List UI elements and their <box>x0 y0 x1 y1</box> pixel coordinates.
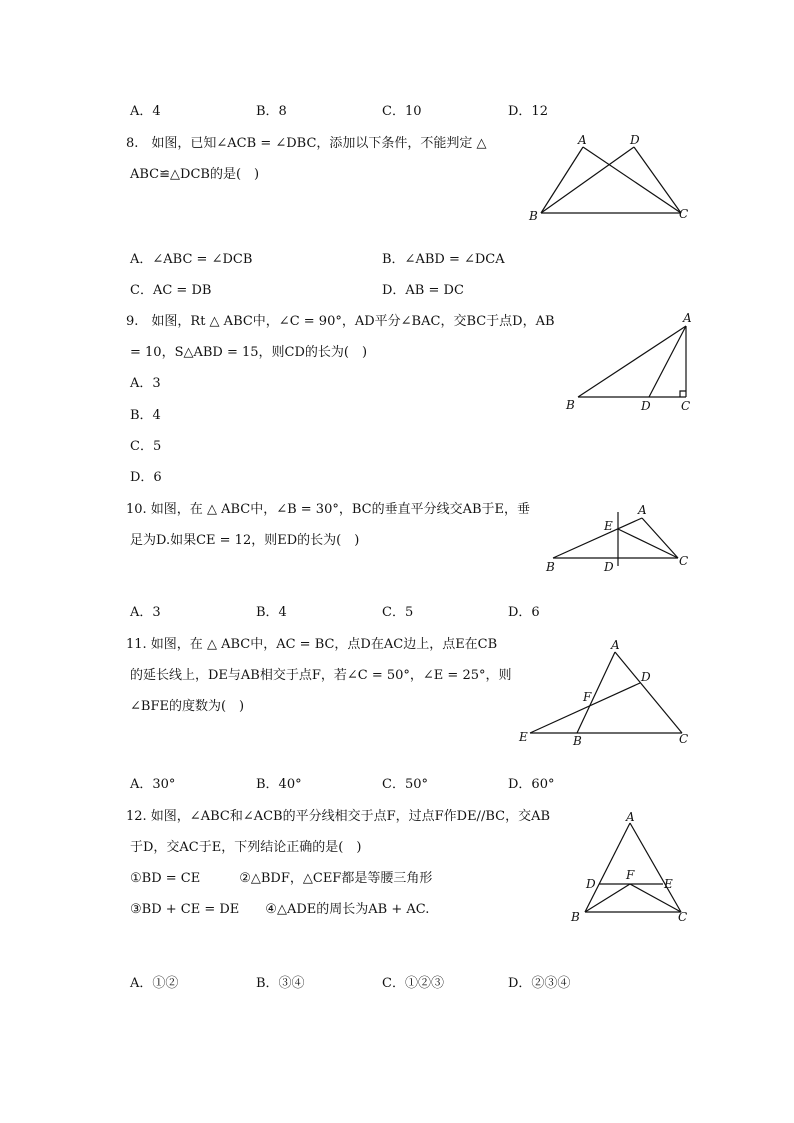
q8-label-b: B <box>529 209 538 223</box>
q11-figure <box>510 635 700 750</box>
q8-option-d: D．AB = DC <box>382 283 464 298</box>
q9-option-a: A．3 <box>130 376 161 391</box>
q12-label-b: B <box>571 910 580 924</box>
q10-figure <box>540 500 700 580</box>
q10-label-d: D <box>604 560 614 574</box>
q10-option-d: D．6 <box>508 605 540 620</box>
q11-option-d: D．60° <box>508 777 555 792</box>
q9-label-d: D <box>641 399 651 413</box>
q12-statement-1-2: ①BD = CE ②△BDF，△CEF都是等腰三角形 <box>130 871 433 886</box>
q9-label-c: C <box>681 399 691 413</box>
q10-label-b: B <box>546 560 555 574</box>
q9-label-a: A <box>683 311 692 325</box>
q8-label-a: A <box>578 133 587 147</box>
q12-stem-line-2: 于D，交AC于E，下列结论正确的是( ) <box>130 840 362 855</box>
q10-label-e: E <box>604 519 613 533</box>
q12-stem-line-1: 12. 如图，∠ABC和∠ACB的平分线相交于点F，过点F作DE//BC，交AB <box>126 809 551 824</box>
q11-option-a: A．30° <box>130 777 176 792</box>
q12-statement-3-4: ③BD + CE = DE ④△ADE的周长为AB + AC. <box>130 902 430 917</box>
q11-label-c: C <box>679 732 689 746</box>
q9-stem-line-2: = 10，S△ABD = 15，则CD的长为( ) <box>130 345 368 360</box>
q8-option-a: A．∠ABC = ∠DCB <box>130 252 253 267</box>
q8-label-c: C <box>679 207 689 221</box>
q12-option-a: A．①② <box>130 976 179 991</box>
q8-option-c: C．AC = DB <box>130 283 212 298</box>
q7-option-a: A．4 <box>130 104 161 119</box>
q7-option-b: B．8 <box>256 104 287 119</box>
q12-label-c: C <box>678 910 688 924</box>
q10-label-c: C <box>679 554 689 568</box>
q12-option-c: C．①②③ <box>382 976 444 991</box>
q11-stem-line-1: 11. 如图，在 △ ABC中，AC = BC，点D在AC边上，点E在CB <box>126 637 498 652</box>
q12-option-b: B．③④ <box>256 976 305 991</box>
q10-option-c: C．5 <box>382 605 414 620</box>
q10-option-b: B．4 <box>256 605 287 620</box>
q11-label-f: F <box>583 690 592 704</box>
q10-stem-line-1: 10. 如图，在 △ ABC中，∠B = 30°，BC的垂直平分线交AB于E，垂 <box>126 502 531 517</box>
q9-figure <box>560 310 700 420</box>
q12-option-d: D．②③④ <box>508 976 571 991</box>
q11-stem-line-3: ∠BFE的度数为( ) <box>130 699 245 714</box>
q11-label-a: A <box>611 638 620 652</box>
q8-figure <box>526 130 696 225</box>
q11-label-d: D <box>641 670 651 684</box>
q7-option-c: C．10 <box>382 104 422 119</box>
q9-option-b: B．4 <box>130 408 161 423</box>
q12-label-d: D <box>586 877 596 891</box>
q10-stem-line-2: 足为D.如果CE = 12，则ED的长为( ) <box>130 533 360 548</box>
q11-stem-line-2: 的延长线上，DE与AB相交于点F，若∠C = 50°，∠E = 25°，则 <box>130 668 512 683</box>
q11-label-b: B <box>573 734 582 748</box>
q9-label-b: B <box>566 398 575 412</box>
q8-label-d: D <box>630 133 640 147</box>
q11-option-b: B．40° <box>256 777 302 792</box>
q7-option-d: D．12 <box>508 104 548 119</box>
q12-label-e: E <box>664 877 673 891</box>
q12-figure <box>565 808 700 928</box>
q12-label-f: F <box>626 868 635 882</box>
q9-option-d: D．6 <box>130 470 162 485</box>
q8-stem-line-2: ABC≌△DCB的是( ) <box>130 167 260 182</box>
q11-option-c: C．50° <box>382 777 428 792</box>
q10-option-a: A．3 <box>130 605 161 620</box>
q9-option-c: C．5 <box>130 439 162 454</box>
q8-option-b: B．∠ABD = ∠DCA <box>382 252 505 267</box>
q9-stem-line-1: 9. 如图，Rt △ ABC中，∠C = 90°，AD平分∠BAC，交BC于点D，AB <box>126 314 555 329</box>
q8-stem-line-1: 8. 如图，已知∠ACB = ∠DBC，添加以下条件，不能判定 △ <box>126 136 487 151</box>
q10-label-a: A <box>638 503 647 517</box>
q12-label-a: A <box>626 810 635 824</box>
q11-label-e: E <box>519 730 528 744</box>
